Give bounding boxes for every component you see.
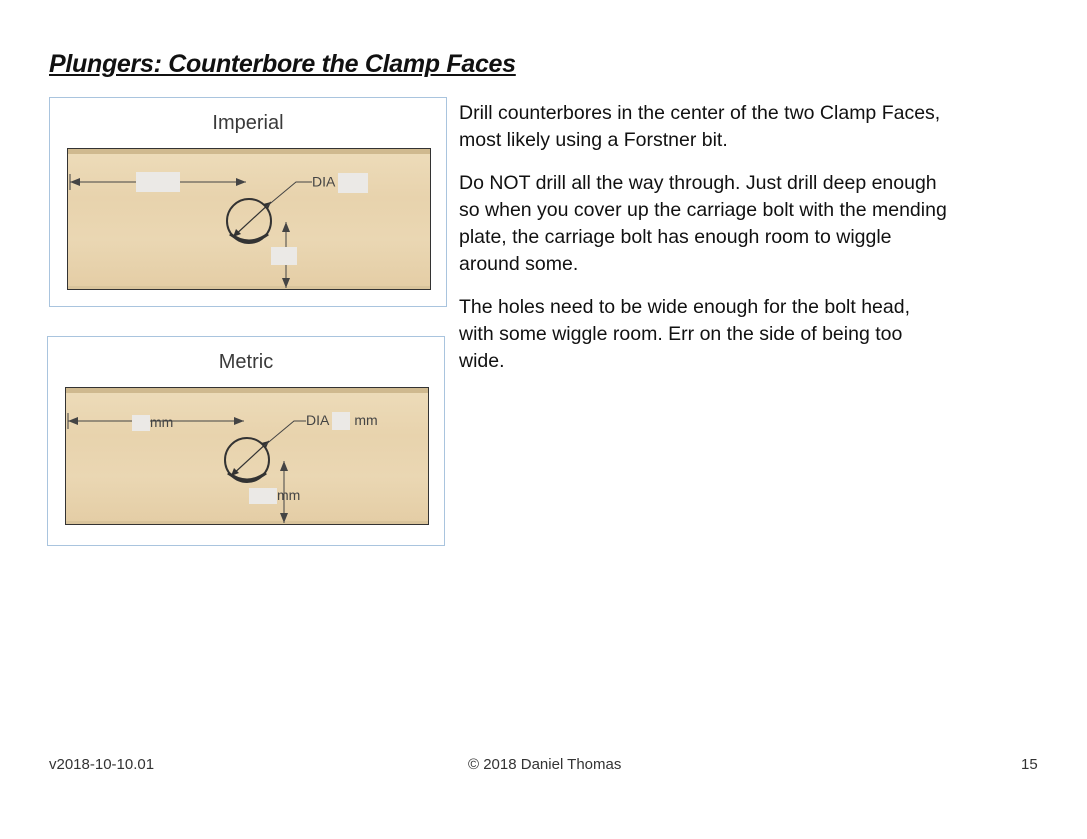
metric-diameter-label: DIA mm <box>306 412 378 430</box>
imperial-width-value <box>136 172 180 192</box>
imperial-dimension-drawing <box>50 98 446 306</box>
metric-dimension-drawing <box>48 337 444 545</box>
metric-label: Metric <box>218 351 274 373</box>
page-title: Plungers: Counterbore the Clamp Faces <box>49 50 516 78</box>
page-number: 15 <box>1021 756 1038 773</box>
metric-depth-value: mm <box>249 487 300 504</box>
copyright: © 2018 Daniel Thomas <box>468 756 622 773</box>
metric-figure <box>47 336 445 546</box>
version-label: v2018-10-10.01 <box>49 756 155 773</box>
imperial-depth-value <box>271 247 297 265</box>
imperial-label: Imperial <box>212 112 284 134</box>
imperial-diameter-label: DIA <box>312 173 368 193</box>
paragraph: Do NOT drill all the way through. Just drill deep enough so when you cover up the carriage bolt with the mending plate, the carriage bolt has enough room to wiggle around some. <box>459 172 947 275</box>
imperial-figure <box>49 97 447 307</box>
metric-width-value: mm <box>132 414 173 431</box>
paragraph: Drill counterbores in the center of the two Clamp Faces, most likely using a Forstner bit. <box>459 102 941 151</box>
paragraph: The holes need to be wide enough for the bolt head, with some wiggle room. Err on the side of being too wide. <box>459 296 911 372</box>
instructions-text <box>459 100 949 391</box>
